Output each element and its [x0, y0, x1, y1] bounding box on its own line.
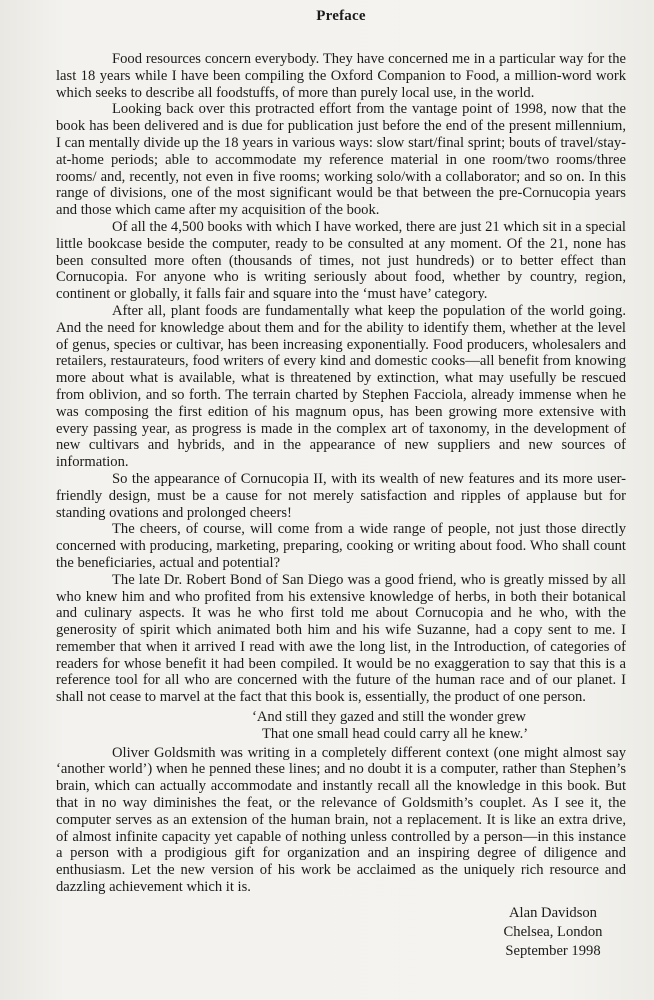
paragraph-5: So the appearance of Cornucopia II, with its wealth of new features and its more user-friendly design, must be a cause for not merely satisfaction and ripples of applause but for standing ovations and prolonged cheers! [56, 470, 626, 521]
author-name: Alan Davidson [509, 904, 597, 921]
page-title: Preface [316, 8, 366, 24]
signature-place: Chelsea, London [503, 923, 603, 940]
paragraph-2: Looking back over this protracted effort from the vantage point of 1998, now that the book has been delivered and is due for publication just before the end of the present millennium, I can mentally divide up the 18 years in various ways: slow start/final sprint; bouts of travel/stay-at-home periods; able to accommodate my reference material in one room/two rooms/three rooms/ and, recently, not even in five rooms; working solo/with a collaborator; and so on. In this range of divisions, one of the most significant would be that between the pre-Cornucopia years and those which came after my acquisition of the book. [56, 101, 626, 219]
closing-paragraph: Oliver Goldsmith was writing in a completely different context (one might almost say ‘another world’) when he penned these lines; and no doubt it is a computer, rather than Stephen’s brain, which can actually accommodate and instantly recall all the knowledge in this book. But that in no way diminishes the feat, or the relevance of Goldsmith’s couplet. As I see it, the computer serves as an extension of the human brain, not a replacement. It is like an extra drive, of almost infinite capacity yet capable of nothing unless controlled by a person—in this instance a person with a prodigious gift for organization and an inspiring degree of diligence and enthusiasm. Let the new version of his work be acclaimed as the uniquely rich resource and dazzling achievement which it is. [56, 744, 626, 896]
quoted-couplet [252, 709, 626, 743]
signature-block [56, 904, 626, 961]
couplet-line-2: That one small head could carry all he knew.’ [262, 725, 529, 742]
paragraph-4: After all, plant foods are fundamentally what keep the population of the world going. And the need for knowledge about them and for the ability to identify them, whether at the level of genus, species or cultivar, has been increasing exponentially. Food producers, wholesalers and retailers, restaurateurs, food writers of every kind and domestic cooks—all benefit from knowing more about what is available, what is threatened by extinction, what may usefully be rescued from oblivion, and so forth. The terrain charted by Stephen Facciola, already immense when he was composing the first edition of his magnum opus, has been growing more extensive with every passing year, as progress is made in the complex art of taxonomy, in the development of new cultivars and hybrids, and in the appearance of new suppliers and new sources of information. [56, 302, 626, 471]
paragraph-7: The late Dr. Robert Bond of San Diego was a good friend, who is greatly missed by all who knew him and who profited from his extensive knowledge of herbs, in both their botanical and culinary aspects. It was he who first told me about Cornucopia and he who, with the generosity of spirit which animated both him and his wife Suzanne, had a copy sent to me. I remember that when it arrived I read with awe the long list, in the Introduction, of categories of readers for whose benefit it had been compiled. It would be no exaggeration to say that this is a reference tool for all who are concerned with the future of the human race and of our planet. I shall not cease to marvel at the fact that this book is, essentially, the product of one person. [56, 571, 626, 706]
signature-date: September 1998 [505, 942, 601, 959]
paragraph-6: The cheers, of course, will come from a wide range of people, not just those directly concerned with producing, marketing, preparing, cooking or writing about food. Who shall count the beneficiaries, actual and potential? [56, 521, 626, 571]
paragraph-3: Of all the 4,500 books with which I have worked, there are just 21 which sit in a special little bookcase beside the computer, ready to be consulted at any moment. Of the 21, none has been consulted more often (thousands of times, not just hundreds) or to better effect than Cornucopia. For anyone who is writing seriously about food, whether by country, region, continent or globally, it falls fair and square into the ‘must have’ category. [56, 218, 626, 303]
paragraph-1: Food resources concern everybody. They have concerned me in a particular way for the last 18 years while I have been compiling the Oxford Companion to Food, a million-word work which seeks to describe all foodstuffs, of more than purely local use, in the world. [56, 51, 626, 101]
couplet-line-1: ‘And still they gazed and still the wonder grew [252, 709, 526, 726]
